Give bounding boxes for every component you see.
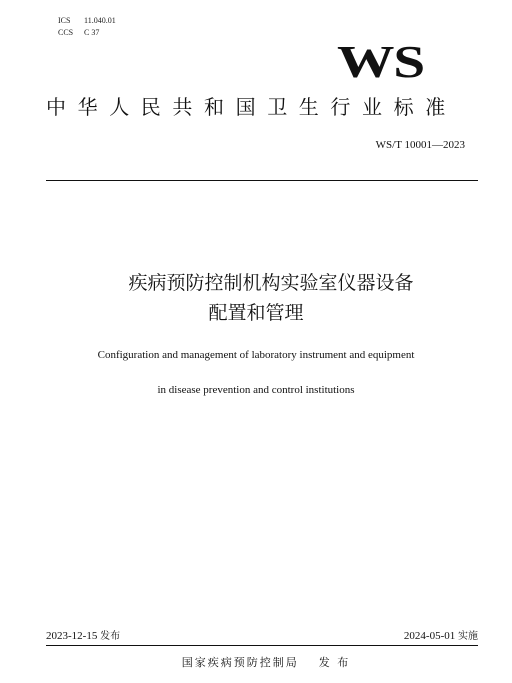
publish-date: 2023-12-15 <box>46 630 98 642</box>
publish-date-block <box>46 629 120 644</box>
title-en-line1: Configuration and management of laboratory instrument and equipment <box>97 349 415 361</box>
ccs-line <box>58 28 99 38</box>
issuer-line <box>0 656 512 670</box>
publish-label: 发布 <box>100 631 121 642</box>
implement-date: 2024-05-01 <box>403 630 456 642</box>
ws-logo-text: WS <box>337 36 424 87</box>
ics-line <box>58 16 116 26</box>
title-cn-line2: 配置和管理 <box>208 302 304 324</box>
ics-label: ICS <box>58 16 71 25</box>
ws-logo <box>337 36 453 87</box>
ccs-value: C 37 <box>84 28 100 37</box>
ccs-label: CCS <box>58 28 74 37</box>
organization-title: 中华人民共和国卫生行业标准 <box>46 95 457 119</box>
ics-value: 11.040.01 <box>84 16 116 25</box>
top-divider <box>46 180 478 181</box>
standard-number: WS/T 10001—2023 <box>375 139 465 151</box>
issuer-action: 发 布 <box>318 656 351 669</box>
bottom-divider <box>46 645 478 646</box>
issuer-name: 国家疾病预防控制局 <box>181 656 299 669</box>
implement-date-block <box>404 629 478 644</box>
title-cn-line1: 疾病预防控制机构实验室仪器设备 <box>128 272 414 294</box>
implement-label: 实施 <box>458 631 478 642</box>
title-en-line2: in disease prevention and control institutions <box>157 384 355 396</box>
